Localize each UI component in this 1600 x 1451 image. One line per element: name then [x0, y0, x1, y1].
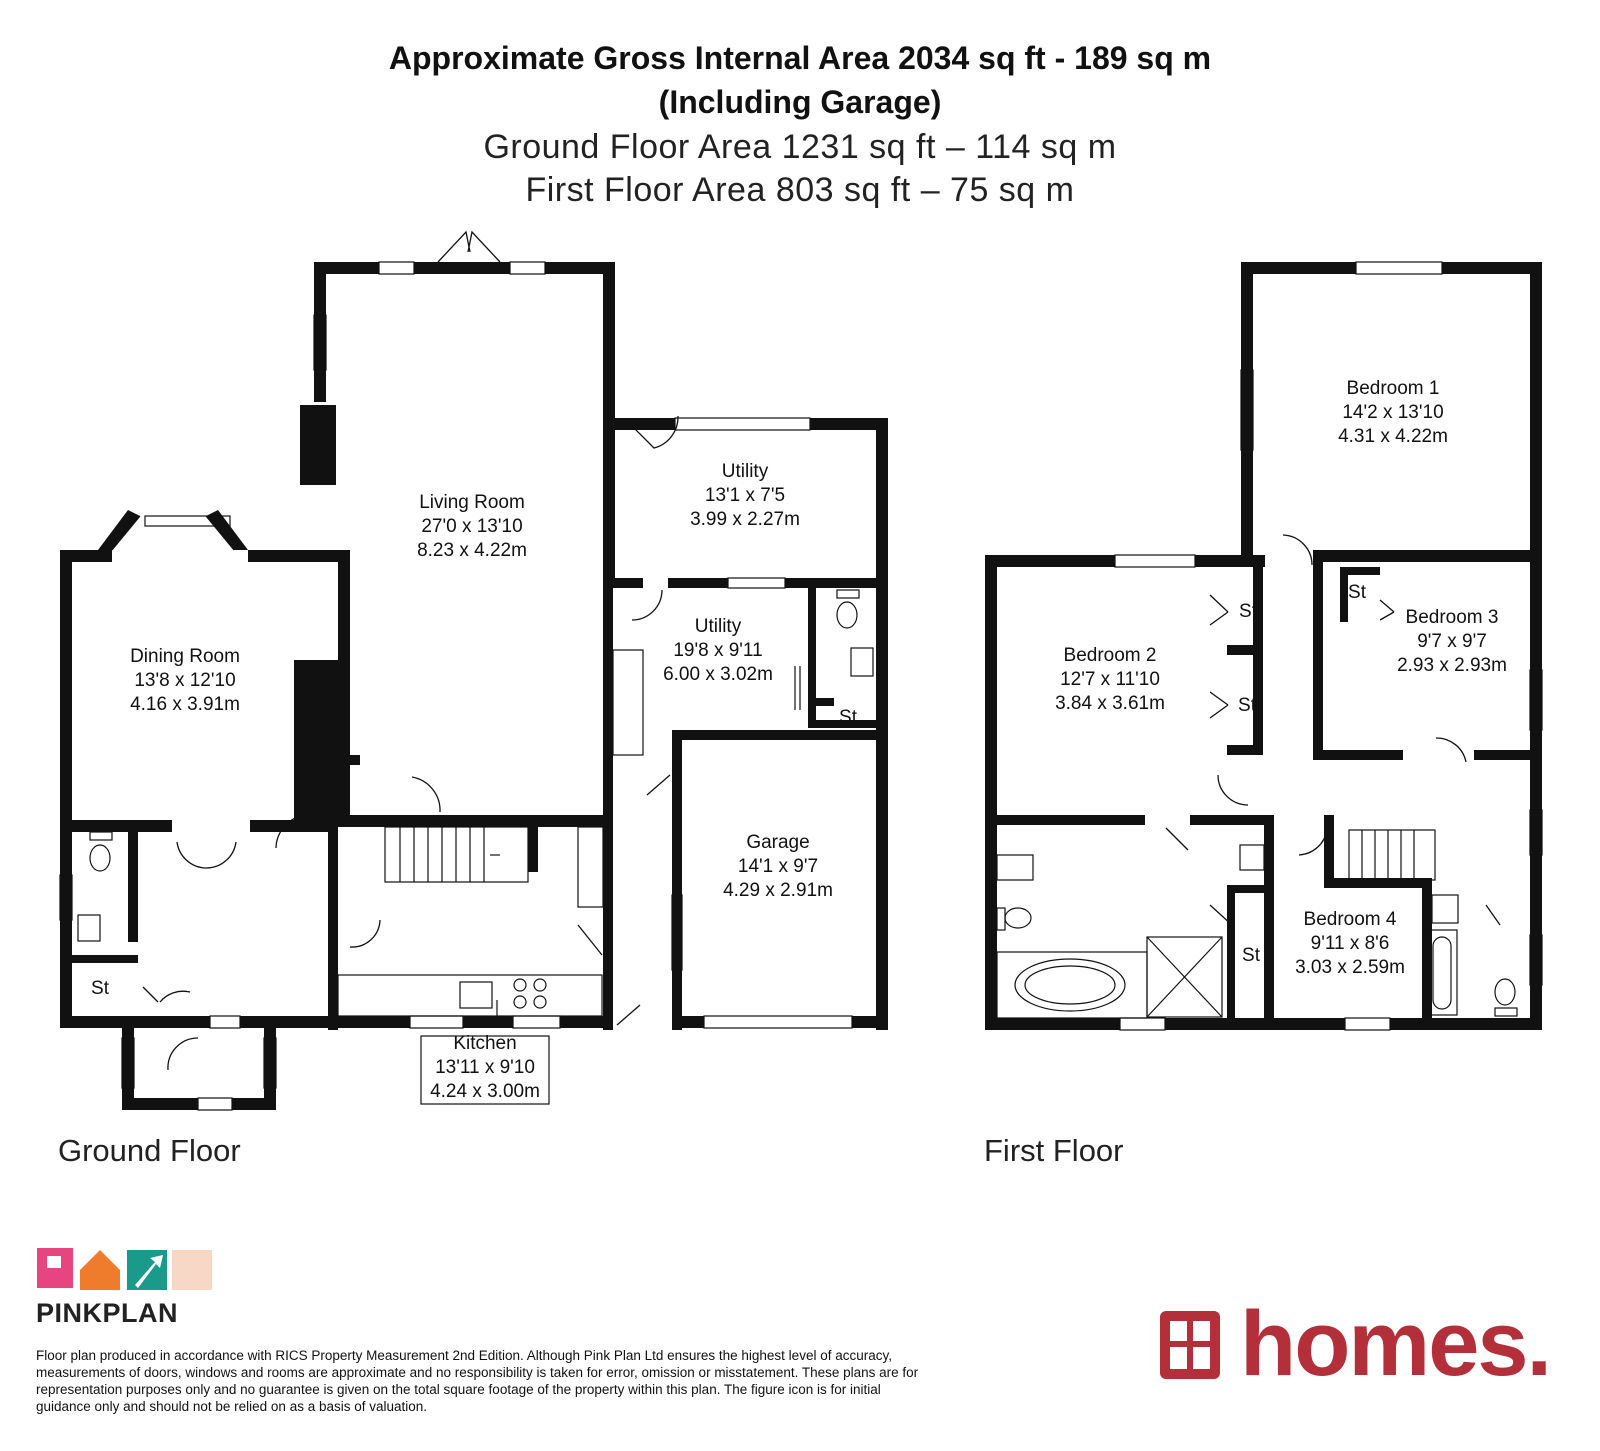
bedroom4-metric: 3.03 x 2.59m [1295, 957, 1405, 978]
garage-name: Garage [746, 832, 810, 853]
kitchen-metric: 4.24 x 3.00m [430, 1081, 540, 1102]
pinkplan-logo-icon [37, 1248, 212, 1290]
store-label-first-3: St [1348, 582, 1366, 603]
first-floor-label: First Floor [984, 1133, 1124, 1168]
bedroom2-imperial: 12'7 x 11'10 [1060, 669, 1160, 690]
living-room-imperial: 27'0 x 13'10 [421, 516, 523, 537]
garage-imperial: 14'1 x 9'7 [737, 856, 819, 877]
first-floor-area: First Floor Area 803 sq ft – 75 sq m [525, 171, 1075, 209]
bedroom1-name: Bedroom 1 [1346, 378, 1440, 399]
bedroom1-metric: 4.31 x 4.22m [1338, 426, 1448, 447]
disclaimer-text: Floor plan produced in accordance with RICS Property Measurement 2nd Edition. Although Pink Plan Ltd ensures the highest level of accuracy, measurements of doors, windows and rooms are approximate and no responsibility is taken for error, omission or misstatement. These plans are for representation purposes only and no guarantee is given on the total square footage of the property within this plan. The figure icon is for initial guidance only and should not be relied on as a basis of valuation. [36, 1348, 919, 1414]
store-label-first-2: St [1238, 695, 1256, 716]
total-area-title: Approximate Gross Internal Area 2034 sq ft - 189 sq m [388, 40, 1212, 76]
utility2-imperial: 19'8 x 9'11 [673, 640, 763, 661]
bedroom2-name: Bedroom 2 [1063, 645, 1157, 666]
dining-room-metric: 4.16 x 3.91m [130, 694, 240, 715]
utility1-name: Utility [721, 461, 769, 482]
store-label-ground-1: St [91, 978, 109, 999]
utility2-metric: 6.00 x 3.02m [663, 664, 773, 685]
pinkplan-wordmark: PINKPLAN [36, 1298, 179, 1328]
utility1-metric: 3.99 x 2.27m [690, 509, 800, 530]
stairs [78, 590, 1517, 1018]
utility2-name: Utility [694, 616, 742, 637]
living-room-name: Living Room [419, 492, 525, 513]
kitchen-imperial: 13'11 x 9'10 [435, 1057, 535, 1078]
bedroom3-imperial: 9'7 x 9'7 [1417, 631, 1487, 652]
bedroom3-name: Bedroom 3 [1405, 607, 1499, 628]
store-label-first-1: St [1239, 601, 1257, 622]
ground-floor-label: Ground Floor [58, 1133, 241, 1168]
store-label-ground-2: St [839, 707, 857, 728]
bedroom2-metric: 3.84 x 3.61m [1055, 693, 1165, 714]
dining-room-name: Dining Room [130, 646, 240, 667]
homes-logo-icon [1160, 1311, 1220, 1379]
utility1-imperial: 13'1 x 7'5 [704, 485, 786, 506]
garage-metric: 4.29 x 2.91m [723, 880, 833, 901]
ground-floor-area: Ground Floor Area 1231 sq ft – 114 sq m [483, 128, 1117, 166]
bedroom1-imperial: 14'2 x 13'10 [1342, 402, 1444, 423]
dining-room-imperial: 13'8 x 12'10 [134, 670, 236, 691]
homes-wordmark: homes. [1240, 1293, 1551, 1395]
bedroom4-imperial: 9'11 x 8'6 [1310, 933, 1390, 954]
bedroom4-name: Bedroom 4 [1303, 909, 1397, 930]
store-label-first-4: St [1242, 945, 1260, 966]
living-room-metric: 8.23 x 4.22m [417, 540, 527, 561]
kitchen-name: Kitchen [453, 1033, 517, 1054]
including-garage-note: (Including Garage) [658, 84, 942, 120]
bedroom3-metric: 2.93 x 2.93m [1397, 655, 1507, 676]
